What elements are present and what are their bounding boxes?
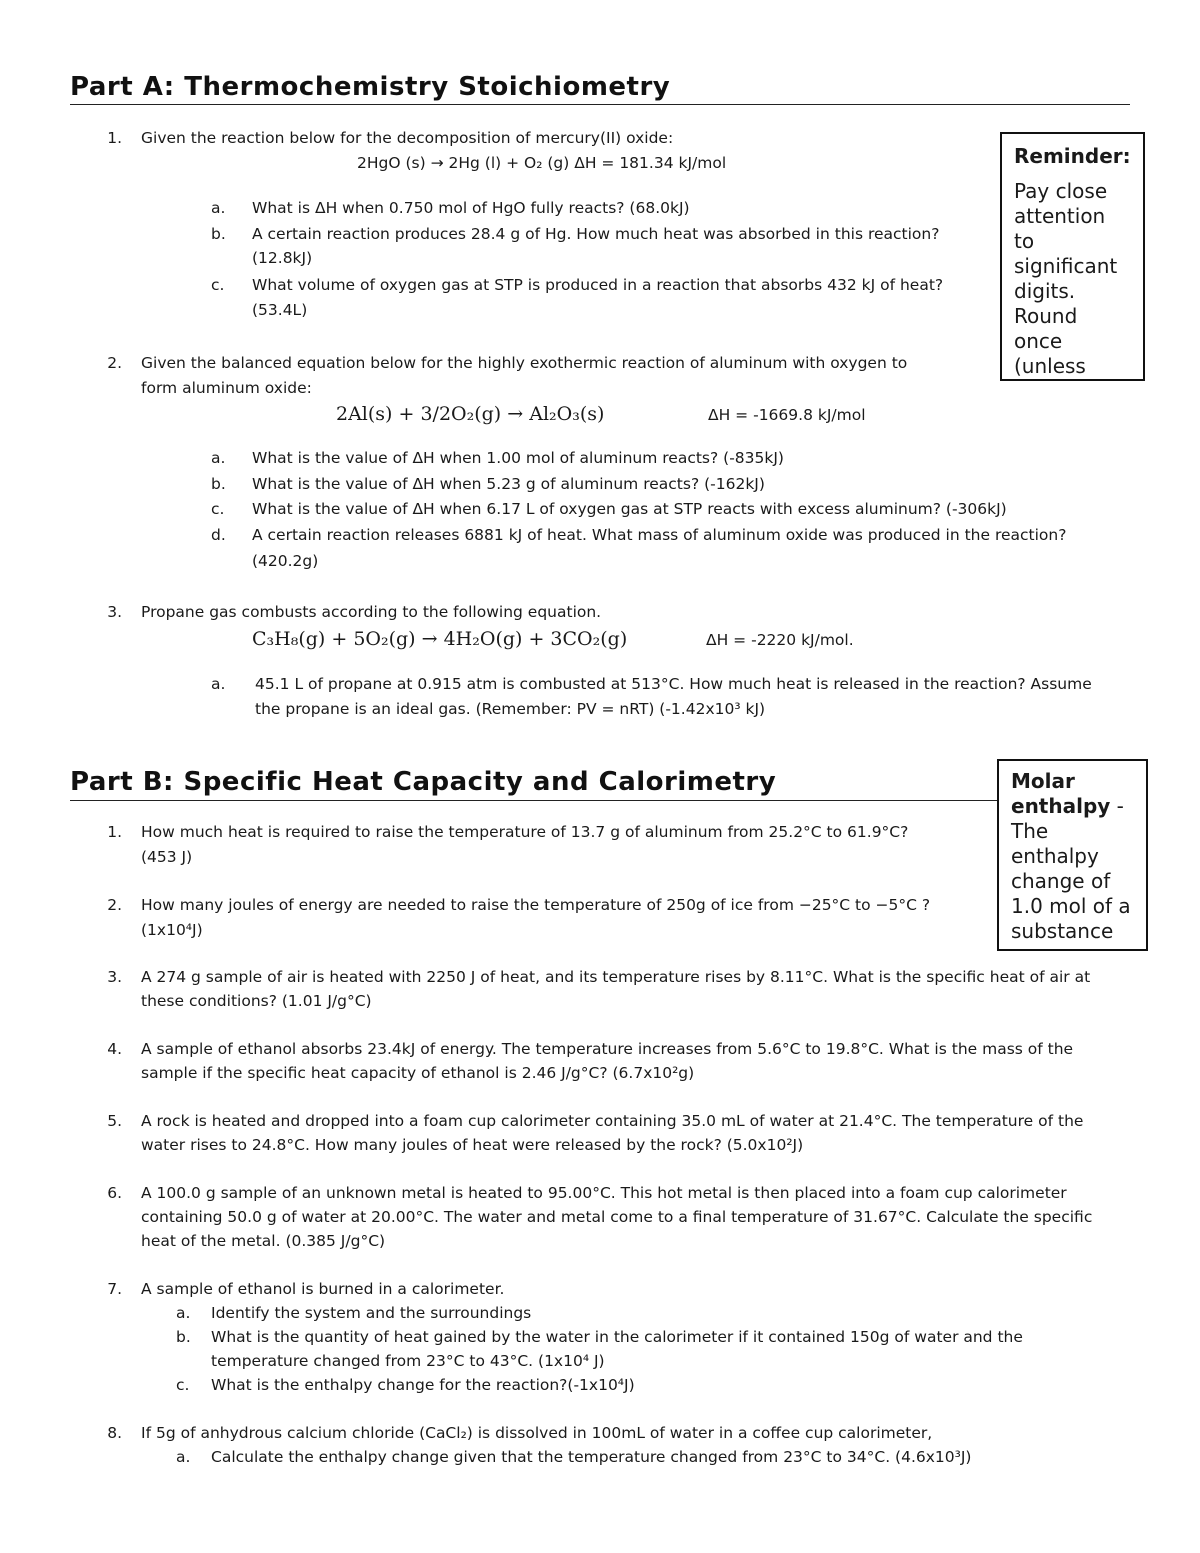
equation: C₃H₈(g) + 5O₂(g) → 4H₂O(g) + 3CO₂(g)	[252, 628, 628, 650]
delta-h: ΔH = -2220 kJ/mol.	[706, 631, 854, 649]
reminder-line: digits.	[1014, 279, 1076, 303]
molar-dash: -	[1110, 794, 1124, 818]
reminder-title: Reminder:	[1014, 144, 1131, 168]
sub-question: the propane is an ideal gas. (Remember: PV = nRT) (-1.42x10³ kJ)	[255, 700, 766, 718]
molar-title-line-2	[1011, 794, 1134, 819]
sub-label: b.	[211, 225, 226, 243]
q-number: 2.	[107, 896, 122, 914]
reminder-line: significant	[1014, 254, 1118, 278]
sub-question: What is the quantity of heat gained by the water in the calorimeter if it contained 150g of water and the	[211, 1328, 1023, 1346]
sub-label: d.	[211, 526, 226, 544]
question-text: Given the balanced equation below for the highly exothermic reaction of aluminum with oxygen to	[141, 354, 908, 372]
q-number: 2.	[107, 354, 122, 372]
molar-line: change of	[1011, 869, 1111, 893]
molar-line: 1.0 mol of a	[1011, 894, 1131, 918]
question-text: sample if the specific heat capacity of ethanol is 2.46 J/g°C? (6.7x10²g)	[141, 1064, 695, 1082]
sub-label: a.	[211, 449, 226, 467]
molar-line: The	[1011, 819, 1049, 843]
question-text: A sample of ethanol absorbs 23.4kJ of energy. The temperature increases from 5.6°C to 19.8°C. What is the mass of the	[141, 1040, 1074, 1058]
part-a-rule	[70, 104, 1130, 105]
sub-label: b.	[211, 475, 226, 493]
question-text: A rock is heated and dropped into a foam cup calorimeter containing 35.0 mL of water at 21.4°C. The temperature of the	[141, 1112, 1084, 1130]
q-number: 3.	[107, 968, 122, 986]
sub-label: a.	[211, 199, 226, 217]
question-text: containing 50.0 g of water at 20.00°C. The water and metal come to a final temperature of 31.67°C. Calculate the specific	[141, 1208, 1093, 1226]
delta-h: ΔH = -1669.8 kJ/mol	[708, 406, 866, 424]
q-number: 1.	[107, 823, 122, 841]
molar-title: Molar	[1011, 769, 1075, 793]
question-text: water rises to 24.8°C. How many joules of heat were released by the rock? (5.0x10²J)	[141, 1136, 804, 1154]
molar-line: substance	[1011, 919, 1114, 943]
reminder-line: Pay close	[1014, 179, 1108, 203]
equation: 2HgO (s) → 2Hg (l) + O₂ (g) ΔH = 181.34 kJ/mol	[357, 154, 727, 172]
sub-question: Calculate the enthalpy change given that the temperature changed from 23°C to 34°C. (4.6x10³J)	[211, 1448, 972, 1466]
reminder-line: attention	[1014, 204, 1106, 228]
sub-label: a.	[211, 675, 226, 693]
reminder-line: (unless	[1014, 354, 1086, 378]
reminder-line: Round	[1014, 304, 1078, 328]
question-text: A sample of ethanol is burned in a calorimeter.	[141, 1280, 505, 1298]
question-text: How many joules of energy are needed to raise the temperature of 250g of ice from −25°C to −5°C ?	[141, 896, 931, 914]
q-number: 1.	[107, 129, 122, 147]
question-text: A 100.0 g sample of an unknown metal is heated to 95.00°C. This hot metal is then placed into a foam cup calorimeter	[141, 1184, 1067, 1202]
q-number: 4.	[107, 1040, 122, 1058]
sub-question: A certain reaction produces 28.4 g of Hg. How much heat was absorbed in this reaction?	[252, 225, 940, 243]
sub-label: a.	[176, 1448, 191, 1466]
answer: (53.4L)	[252, 301, 308, 319]
reminder-line: once	[1014, 329, 1063, 353]
sub-question: What is the value of ΔH when 5.23 g of aluminum reacts? (-162kJ)	[252, 475, 765, 493]
q-number: 3.	[107, 603, 122, 621]
reminder-line: to	[1014, 229, 1035, 253]
question-text: A 274 g sample of air is heated with 2250 J of heat, and its temperature rises by 8.11°C. What is the specific heat of air at	[141, 968, 1091, 986]
molar-title-2: enthalpy	[1011, 794, 1111, 818]
q-number: 8.	[107, 1424, 122, 1442]
reminder-box	[1000, 132, 1145, 381]
molar-title-line	[1011, 769, 1134, 794]
question-text: Propane gas combusts according to the following equation.	[141, 603, 602, 621]
molar-enthalpy-box	[997, 759, 1148, 951]
sub-question: What is ΔH when 0.750 mol of HgO fully reacts? (68.0kJ)	[252, 199, 690, 217]
answer: (453 J)	[141, 848, 193, 866]
molar-line: enthalpy	[1011, 844, 1099, 868]
part-a-heading: Part A: Thermochemistry Stoichiometry	[70, 72, 671, 102]
q-number: 6.	[107, 1184, 122, 1202]
sub-label: c.	[176, 1376, 190, 1394]
sub-question: temperature changed from 23°C to 43°C. (1x10⁴ J)	[211, 1352, 605, 1370]
sub-question: What is the value of ΔH when 1.00 mol of aluminum reacts? (-835kJ)	[252, 449, 784, 467]
sub-label: c.	[211, 500, 225, 518]
sub-label: b.	[176, 1328, 191, 1346]
sub-question: A certain reaction releases 6881 kJ of heat. What mass of aluminum oxide was produced in the reaction?	[252, 526, 1067, 544]
sub-label: c.	[211, 276, 225, 294]
answer: (420.2g)	[252, 552, 319, 570]
question-text: Given the reaction below for the decomposition of mercury(II) oxide:	[141, 129, 674, 147]
question-text: these conditions? (1.01 J/g°C)	[141, 992, 372, 1010]
sub-question: 45.1 L of propane at 0.915 atm is combusted at 513°C. How much heat is released in the reaction? Assume	[255, 675, 1092, 693]
sub-question: What is the value of ΔH when 6.17 L of oxygen gas at STP reacts with excess aluminum? (-306kJ)	[252, 500, 1007, 518]
answer: (12.8kJ)	[252, 249, 313, 267]
question-text: How much heat is required to raise the temperature of 13.7 g of aluminum from 25.2°C to 61.9°C?	[141, 823, 909, 841]
sub-question: What volume of oxygen gas at STP is produced in a reaction that absorbs 432 kJ of heat?	[252, 276, 944, 294]
sub-label: a.	[176, 1304, 191, 1322]
question-text: heat of the metal. (0.385 J/g°C)	[141, 1232, 386, 1250]
part-b-rule	[70, 800, 1000, 801]
question-text: form aluminum oxide:	[141, 379, 312, 397]
q-number: 5.	[107, 1112, 122, 1130]
part-b-heading: Part B: Specific Heat Capacity and Calorimetry	[70, 767, 777, 797]
answer: (1x10⁴J)	[141, 921, 203, 939]
equation: 2Al(s) + 3/2O₂(g) → Al₂O₃(s)	[336, 403, 605, 425]
question-text: If 5g of anhydrous calcium chloride (CaCl₂) is dissolved in 100mL of water in a coffee cup calorimeter,	[141, 1424, 933, 1442]
sub-question: What is the enthalpy change for the reaction?(-1x10⁴J)	[211, 1376, 635, 1394]
q-number: 7.	[107, 1280, 122, 1298]
sub-question: Identify the system and the surroundings	[211, 1304, 532, 1322]
